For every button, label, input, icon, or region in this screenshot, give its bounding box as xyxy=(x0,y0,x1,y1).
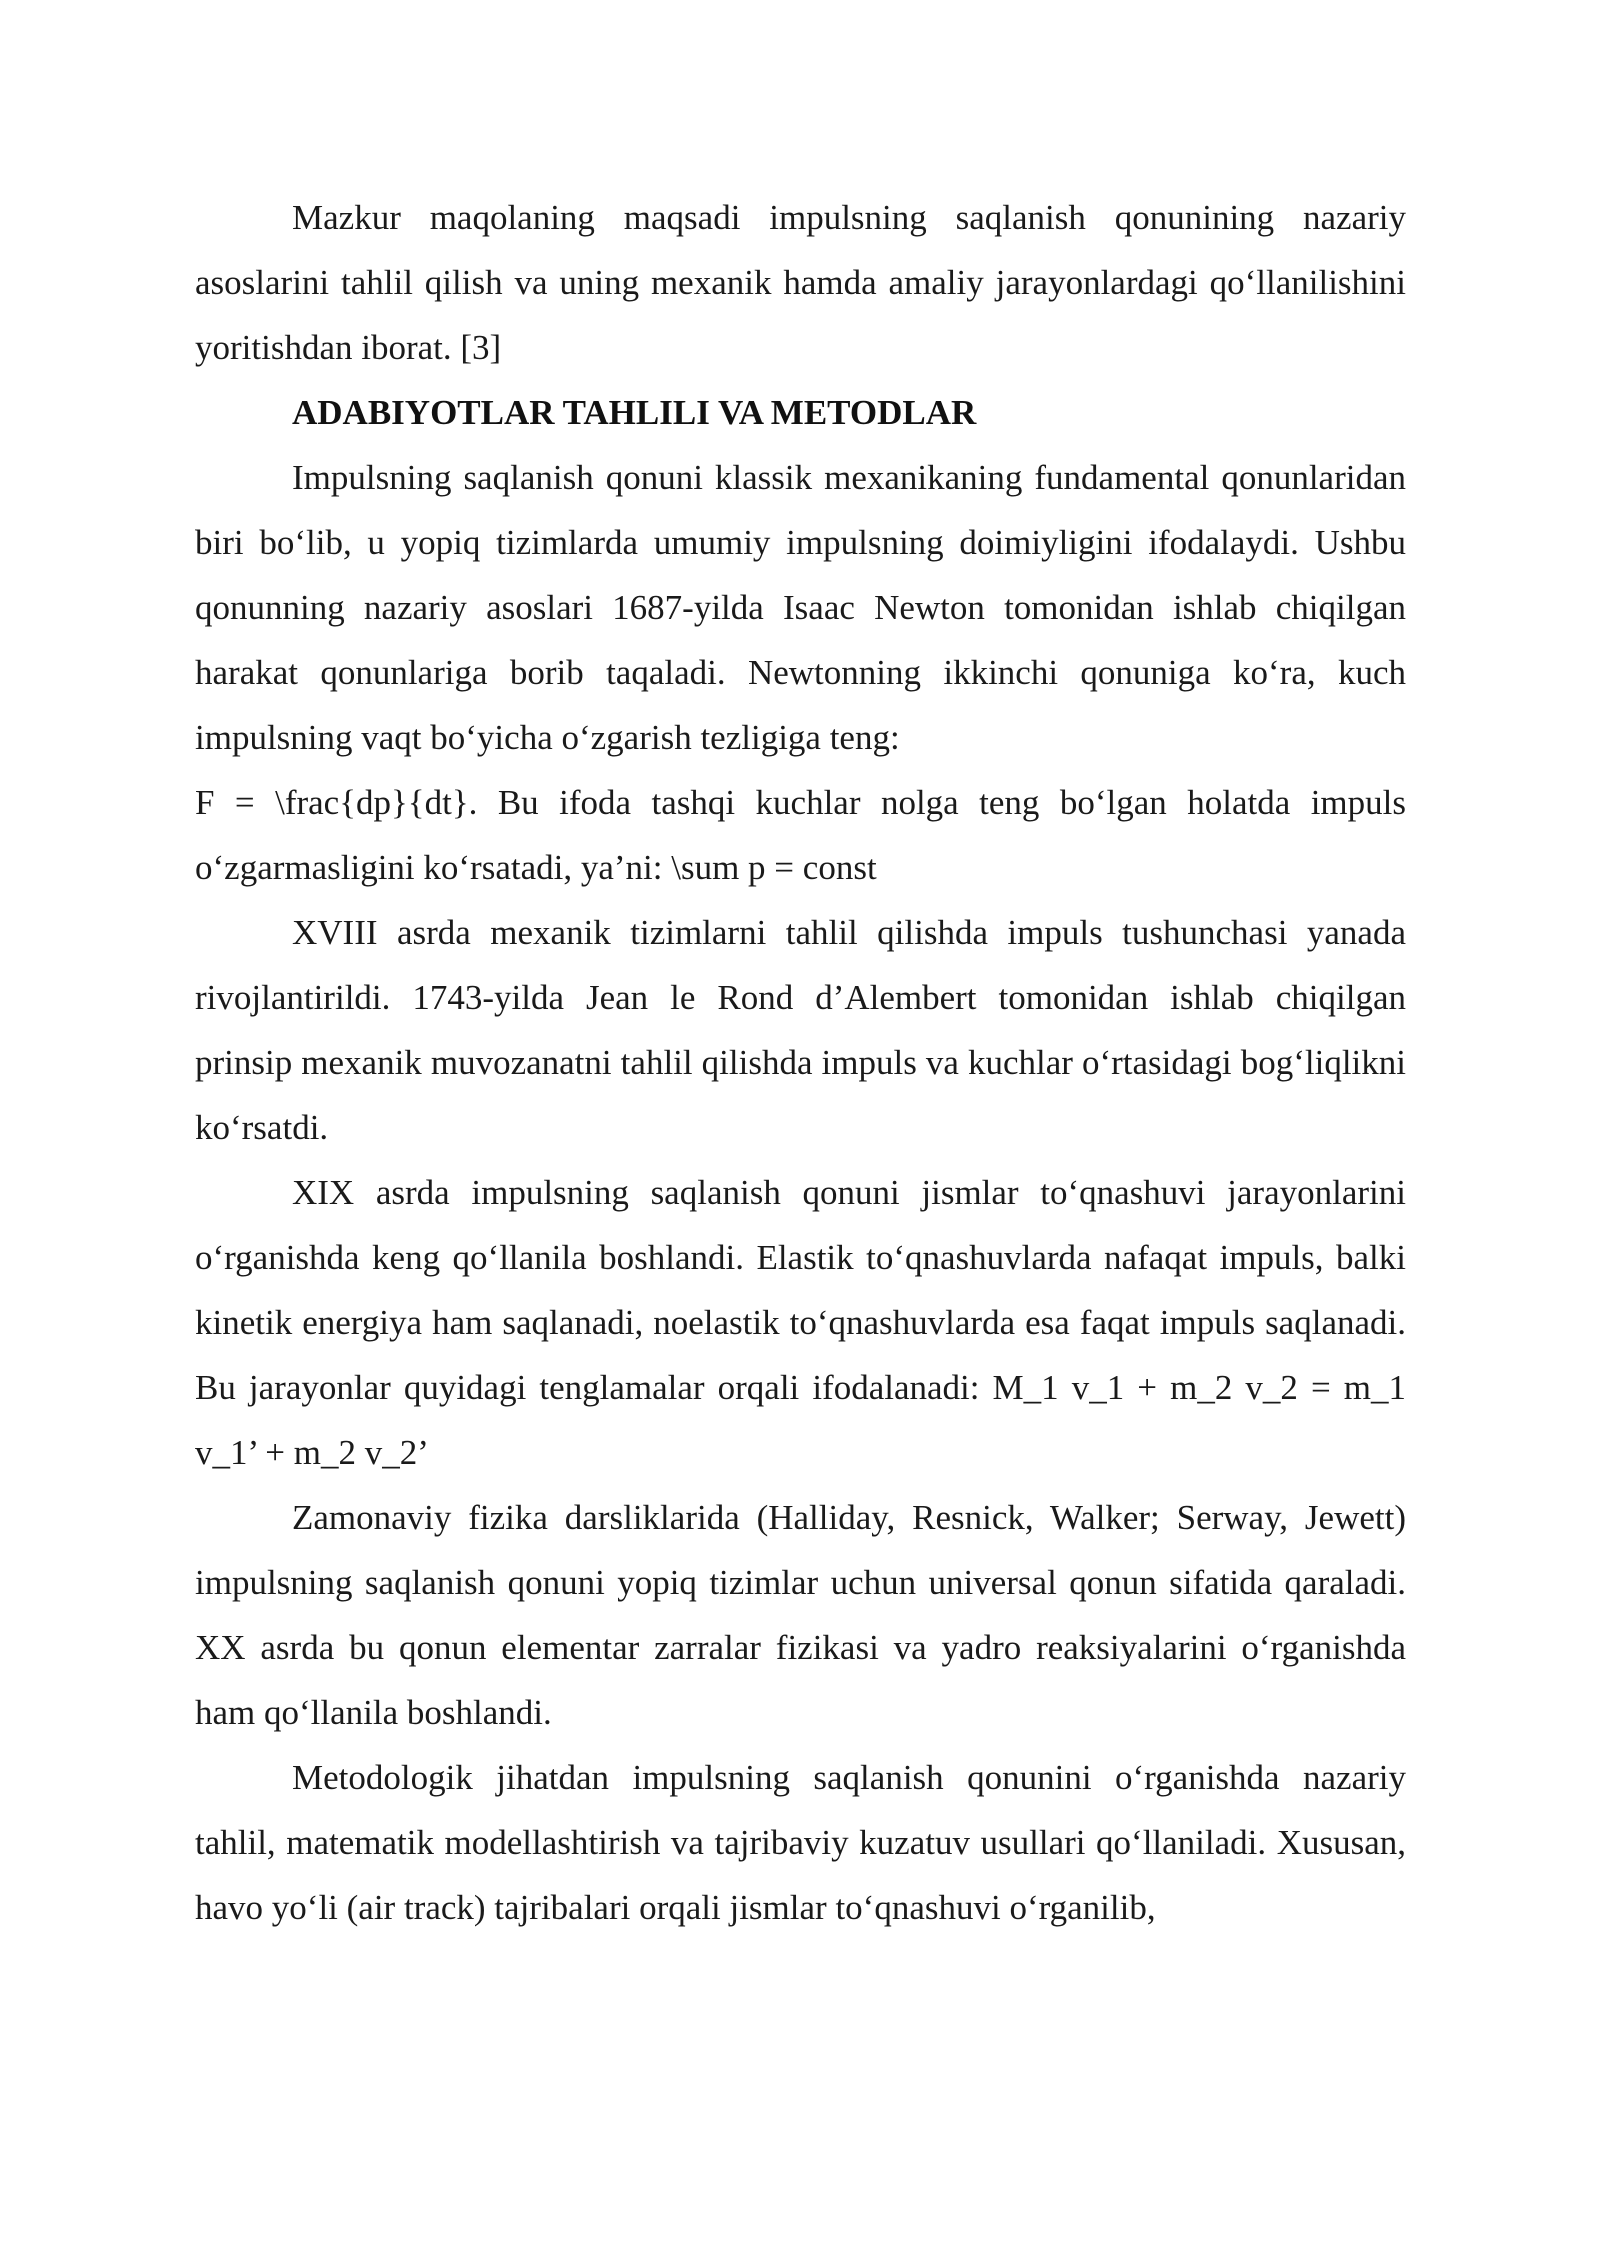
paragraph-purpose: Mazkur maqolaning maqsadi impulsning saqlanish qonunining nazariy asoslarini tahlil qilish va uning mexanik hamda amaliy jarayonlardagi qo‘llanilishini yoritishdan iborat. [3] xyxy=(195,198,1406,367)
paragraph-formula: F = \frac{dp}{dt}. Bu ifoda tashqi kuchlar nolga teng bo‘lgan holatda impuls o‘zgarmasligini ko‘rsatadi, ya’ni: \sum p = const xyxy=(195,783,1406,887)
document-page xyxy=(195,185,1406,1940)
paragraph-modern-textbooks: Zamonaviy fizika darsliklarida (Halliday, Resnick, Walker; Serway, Jewett) impulsning saqlanish qonuni yopiq tizimlar uchun universal qonun sifatida qaraladi. XX asrda bu qonun elementar zarralar fizikasi va yadro reaksiyalarini o‘rganishda ham qo‘llanila boshlandi. xyxy=(195,1498,1406,1732)
paragraph-18th-century: XVIII asrda mexanik tizimlarni tahlil qilishda impuls tushunchasi yanada rivojlantirildi. 1743-yilda Jean le Rond d’Alembert tomonidan ishlab chiqilgan prinsip mexanik muvozanatni tahlil qilishda impuls va kuchlar o‘rtasidagi bog‘liqlikni ko‘rsatdi. xyxy=(195,913,1406,1147)
section-heading: ADABIYOTLAR TAHLILI VA METODLAR xyxy=(292,393,977,432)
paragraph-19th-century: XIX asrda impulsning saqlanish qonuni jismlar to‘qnashuvi jarayonlarini o‘rganishda keng qo‘llanila boshlandi. Elastik to‘qnashuvlarda nafaqat impuls, balki kinetik energiya ham saqlanadi, noelastik to‘qnashuvlarda esa faqat impuls saqlanadi. Bu jarayonlar quyidagi tenglamalar orqali ifodalanadi: M_1 v_1 + m_2 v_2 = m_1 v_1’ + m_2 v_2’ xyxy=(195,1173,1406,1472)
paragraph-methodology: Metodologik jihatdan impulsning saqlanish qonunini o‘rganishda nazariy tahlil, matematik modellashtirish va tajribaviy kuzatuv usullari qo‘llaniladi. Xususan, havo yo‘li (air track) tajribalari orqali jismlar to‘qnashuvi o‘rganilib, xyxy=(195,1758,1406,1927)
paragraph-newton: Impulsning saqlanish qonuni klassik mexanikaning fundamental qonunlaridan biri bo‘lib, u yopiq tizimlarda umumiy impulsning doimiyligini ifodalaydi. Ushbu qonunning nazariy asoslari 1687-yilda Isaac Newton tomonidan ishlab chiqilgan harakat qonunlariga borib taqaladi. Newtonning ikkinchi qonuniga ko‘ra, kuch impulsning vaqt bo‘yicha o‘zgarish tezligiga teng: xyxy=(195,458,1406,757)
